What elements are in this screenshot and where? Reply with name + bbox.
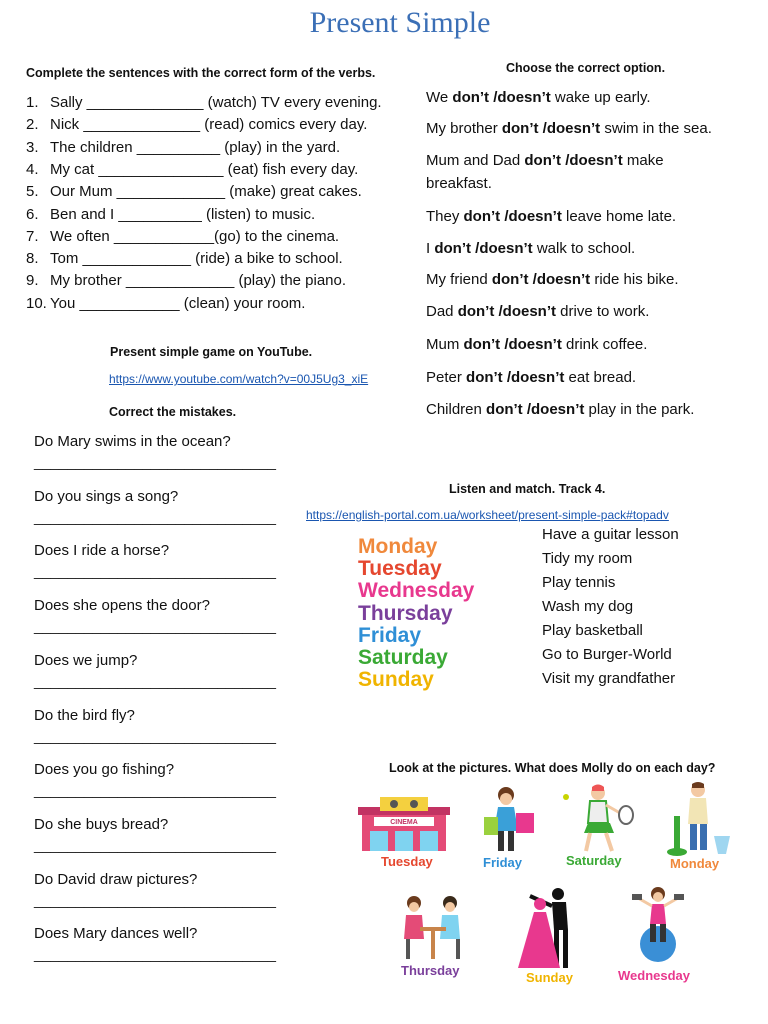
page-title: Present Simple: [309, 6, 491, 39]
activity-item: Wash my dog: [542, 598, 634, 615]
cafe-friends-icon: [400, 893, 466, 963]
mistake-question: Does I ride a horse?: [34, 542, 170, 560]
choice-option[interactable]: don’t /doesn’t: [434, 240, 533, 257]
cinema-sign-text: CINEMA: [390, 819, 418, 826]
choice-row: [426, 401, 694, 418]
answer-line[interactable]: _____________________________: [34, 836, 276, 854]
pic-label-sunday: Sunday: [526, 970, 573, 985]
choice-row: [426, 152, 664, 169]
choice-subject: My brother: [426, 120, 502, 137]
activity-item: Play tennis: [542, 574, 616, 591]
day-word-tuesday: Tuesday: [358, 557, 442, 581]
choice-row: [426, 208, 676, 225]
choice-rest: make: [622, 152, 664, 169]
sentence-number: 7.: [26, 227, 39, 245]
sentence-row: [26, 183, 362, 200]
sentence-number: 3.: [26, 138, 39, 156]
sentence-text: We often ____________(go) to the cinema.: [50, 227, 340, 245]
pic-label-wednesday: Wednesday: [618, 968, 691, 983]
choice-subject: They: [426, 208, 464, 225]
choice-row: [426, 336, 647, 353]
mistake-question: Do Mary swims in the ocean?: [34, 433, 231, 450]
activity-item: Play basketball: [542, 622, 643, 639]
sentence-row: [26, 139, 340, 156]
sentence-number: 9.: [26, 272, 39, 290]
choice-subject: My friend: [426, 271, 492, 288]
choice-subject: Children: [426, 401, 487, 418]
sentence-number: 10.: [26, 294, 47, 312]
sentence-number: 1.: [26, 94, 39, 111]
sentence-text: Ben and I __________ (listen) to music.: [50, 205, 316, 223]
answer-line[interactable]: _____________________________: [34, 672, 276, 690]
sentence-text: My cat _______________ (eat) fish every day.: [50, 160, 359, 178]
choice-option[interactable]: don’t /doesn’t: [524, 152, 623, 169]
sentence-text: My brother _____________ (play) the piano.: [50, 272, 347, 290]
choice-rest: wake up early.: [550, 89, 651, 106]
sentence-row: [26, 206, 315, 223]
answer-line[interactable]: _____________________________: [34, 891, 276, 909]
sentence-row: [26, 295, 305, 312]
answer-line[interactable]: _____________________________: [34, 454, 276, 471]
mistake-question: Does she opens the door?: [34, 597, 210, 615]
youtube-heading: Present simple game on YouTube.: [110, 345, 313, 359]
choice-rest: eat bread.: [564, 369, 637, 386]
sentence-row: [26, 161, 358, 178]
activity-item: Tidy my room: [542, 550, 633, 567]
sentence-number: 5.: [26, 183, 39, 201]
choice-option[interactable]: don’t /doesn’t: [463, 336, 562, 353]
molly-pictures-heading: Look at the pictures. What does Molly do on each day?: [389, 761, 716, 775]
answer-line[interactable]: _____________________________: [34, 782, 276, 800]
sentence-number: 4.: [26, 160, 39, 178]
sentence-row: [26, 228, 339, 245]
choice-subject: I: [426, 240, 435, 257]
answer-line[interactable]: _____________________________: [34, 727, 276, 745]
day-word-saturday: Saturday: [358, 646, 448, 669]
mistake-question: Does we jump?: [34, 651, 138, 669]
day-word-friday: Friday: [358, 623, 422, 647]
activity-item: Visit my grandfather: [542, 670, 676, 687]
answer-line[interactable]: _____________________________: [34, 508, 276, 526]
choice-option[interactable]: don’t /doesn’t: [463, 208, 562, 225]
choice-row: [426, 120, 712, 137]
choice-subject: We: [426, 89, 453, 106]
sentence-text: Nick ______________ (read) comics every day.: [50, 116, 368, 134]
shopping-icon: [476, 785, 548, 855]
day-word-wednesday: Wednesday: [358, 579, 475, 603]
choice-rest: walk to school.: [532, 240, 636, 257]
answer-line[interactable]: _____________________________: [34, 946, 276, 964]
dancing-icon: [514, 886, 584, 972]
answer-line[interactable]: _____________________________: [34, 563, 276, 581]
youtube-link[interactable]: https://www.youtube.com/watch?v=00J5Ug3_xiE: [109, 372, 369, 386]
tennis-icon: [560, 783, 636, 855]
mistake-question: Do the bird fly?: [34, 706, 135, 724]
choice-rest: play in the park.: [584, 401, 695, 418]
pic-label-thursday: Thursday: [401, 963, 460, 978]
choice-row: [426, 303, 649, 320]
choice-option[interactable]: don’t /doesn’t: [486, 401, 585, 418]
sentence-number: 2.: [26, 116, 39, 134]
choice-subject: Mum: [426, 336, 464, 353]
sentence-text: Our Mum _____________ (make) great cakes.: [50, 183, 362, 201]
mistake-question: Do you sings a song?: [34, 487, 179, 505]
mistake-question: Do David draw pictures?: [34, 870, 198, 888]
sentence-row: [26, 116, 367, 133]
choice-row: [426, 240, 635, 257]
pic-label-tuesday: Tuesday: [381, 854, 433, 869]
sentence-number: 6.: [26, 205, 39, 223]
pic-label-friday: Friday: [483, 855, 523, 870]
choice-rest: ride his bike.: [590, 271, 679, 288]
choice-option[interactable]: don’t /doesn’t: [466, 369, 565, 386]
english-portal-link[interactable]: https://english-portal.com.ua/worksheet/present-simple-pack#topadv: [306, 508, 669, 522]
day-word-sunday: Sunday: [358, 668, 434, 692]
mistake-question: Does Mary dances well?: [34, 925, 198, 943]
choose-option-heading: Choose the correct option.: [506, 61, 666, 75]
cinema-icon: [356, 795, 452, 855]
choice-rest: leave home late.: [561, 208, 677, 225]
sentence-text: The children __________ (play) in the yard.: [50, 138, 341, 156]
complete-sentences-heading: Complete the sentences with the correct form of the verbs.: [26, 66, 376, 80]
day-word-thursday: Thursday: [358, 601, 453, 625]
sentence-text: Tom _____________ (ride) a bike to school.: [50, 250, 343, 268]
mistake-question: Does you go fishing?: [34, 761, 175, 779]
choice-rest: drive to work.: [556, 303, 650, 320]
activity-item: Have a guitar lesson: [542, 526, 679, 543]
choice-subject: Mum and Dad: [426, 152, 525, 169]
listen-match-heading: Listen and match. Track 4.: [449, 482, 606, 496]
choice-row: [426, 89, 651, 106]
choice-row: [426, 271, 679, 288]
choice-row-continuation: breakfast.: [426, 175, 492, 192]
choice-rest: swim in the sea.: [600, 120, 712, 137]
choice-option[interactable]: don’t /doesn’t: [501, 120, 601, 137]
sentence-text: Sally ______________ (watch) TV every evening.: [50, 94, 382, 111]
pic-label-saturday: Saturday: [566, 853, 622, 868]
choice-row: [426, 369, 636, 386]
answer-line[interactable]: _____________________________: [34, 618, 276, 636]
sentence-number: 8.: [26, 250, 39, 268]
choice-subject: Dad: [426, 303, 458, 320]
sentence-row: [26, 94, 382, 111]
choice-option[interactable]: don’t /doesn’t: [452, 89, 551, 106]
cleaning-icon: [664, 780, 734, 858]
gym-icon: [628, 884, 690, 966]
sentence-row: [26, 272, 346, 289]
correct-mistakes-heading: Correct the mistakes.: [109, 405, 237, 419]
day-word-monday: Monday: [358, 535, 438, 558]
sentence-text: You ____________ (clean) your room.: [50, 294, 306, 312]
pic-label-monday: Monday: [670, 856, 720, 871]
choice-rest: drink coffee.: [561, 336, 648, 353]
activity-item: Go to Burger-World: [542, 646, 672, 663]
choice-subject: Peter: [426, 369, 467, 386]
choice-option[interactable]: don’t /doesn’t: [457, 303, 557, 320]
sentence-row: [26, 250, 343, 267]
mistake-question: Do she buys bread?: [34, 815, 169, 833]
choice-option[interactable]: don’t /doesn’t: [491, 271, 591, 288]
